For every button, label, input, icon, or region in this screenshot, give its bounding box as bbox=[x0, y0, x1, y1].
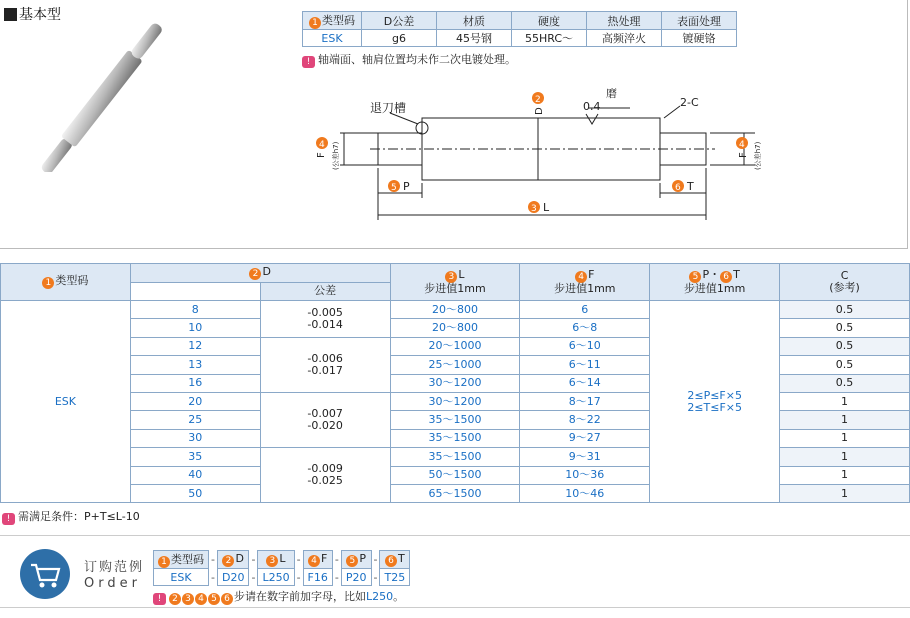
spec-cell-surface: 镀硬铬 bbox=[662, 30, 737, 47]
table-row bbox=[1, 301, 910, 319]
order-note-marker: 5 bbox=[208, 593, 220, 605]
spec-table bbox=[302, 11, 737, 47]
order-sep: - bbox=[296, 553, 301, 566]
cell-d: 8 bbox=[130, 301, 260, 319]
cell-tolerance: -0.005 -0.014 bbox=[260, 301, 390, 338]
main-header-pt: 5 P・ 6 T 步进值1mm bbox=[650, 264, 780, 301]
order-sep: - bbox=[211, 553, 215, 566]
order-value-cell: P20 bbox=[341, 569, 371, 586]
spec-header-material: 材质 bbox=[437, 12, 512, 30]
cell-l: 25～1000 bbox=[390, 356, 520, 374]
order-sep: - bbox=[373, 570, 378, 584]
order-sep: - bbox=[334, 570, 339, 584]
main-header-type: 1 类型码 bbox=[1, 264, 131, 301]
note-order: ! 2 3 4 5 6 步请在数字前加字母，比如L250。 bbox=[153, 588, 404, 605]
main-header-d: 2 D bbox=[130, 264, 390, 283]
note-icon: ! bbox=[153, 593, 166, 605]
cell-f: 9～27 bbox=[520, 429, 650, 447]
spec-cell-dtol: g6 bbox=[362, 30, 437, 47]
cell-d: 13 bbox=[130, 356, 260, 374]
order-header-cell: 3 L bbox=[258, 551, 294, 569]
cell-d: 16 bbox=[130, 374, 260, 392]
cell-d: 30 bbox=[130, 429, 260, 447]
cell-c: 0.5 bbox=[780, 301, 910, 319]
cell-type: ESK bbox=[1, 301, 131, 503]
spec-cell-hardness: 55HRC～ bbox=[512, 30, 587, 47]
order-sep: - bbox=[296, 570, 301, 584]
cell-l: 30～1200 bbox=[390, 374, 520, 392]
cell-d: 10 bbox=[130, 319, 260, 337]
shaft-photo bbox=[18, 22, 188, 172]
note-icon: ! bbox=[2, 513, 15, 525]
cell-d: 12 bbox=[130, 337, 260, 355]
shaft-drawing bbox=[300, 88, 780, 228]
cell-f: 6～14 bbox=[520, 374, 650, 392]
order-header-cell: 1 类型码 bbox=[154, 551, 209, 569]
spec-cell-heat: 高频淬火 bbox=[587, 30, 662, 47]
cell-f: 6～10 bbox=[520, 337, 650, 355]
cell-f: 6～11 bbox=[520, 356, 650, 374]
svg-text:2: 2 bbox=[535, 95, 541, 105]
order-sep: - bbox=[251, 570, 256, 584]
order-title: 订购范例 bbox=[84, 560, 145, 575]
cell-c: 1 bbox=[780, 484, 910, 502]
cell-l: 20～800 bbox=[390, 319, 520, 337]
svg-text:5: 5 bbox=[391, 183, 397, 193]
cell-c: 1 bbox=[780, 429, 910, 447]
cell-f: 6 bbox=[520, 301, 650, 319]
order-table bbox=[153, 550, 410, 586]
svg-text:D: D bbox=[534, 107, 545, 115]
order-note-marker: 2 bbox=[169, 593, 181, 605]
cell-pt-rule: 2≤P≤F×5 2≤T≤F×5 bbox=[650, 301, 780, 503]
svg-text:0.4: 0.4 bbox=[583, 100, 601, 113]
svg-text:(公差h7): (公差h7) bbox=[332, 141, 340, 170]
order-sep: - bbox=[334, 553, 339, 566]
note-icon: ! bbox=[302, 56, 315, 68]
cell-c: 0.5 bbox=[780, 319, 910, 337]
main-header-d-blank bbox=[130, 282, 260, 301]
cell-tolerance: -0.009 -0.025 bbox=[260, 448, 390, 503]
order-header-cell: 6 T bbox=[380, 551, 410, 569]
cell-f: 6～8 bbox=[520, 319, 650, 337]
svg-text:4: 4 bbox=[319, 140, 325, 150]
cart-glyph bbox=[20, 549, 70, 599]
square-bullet-icon bbox=[4, 8, 17, 21]
cell-l: 30～1200 bbox=[390, 392, 520, 410]
svg-text:4: 4 bbox=[739, 140, 745, 150]
cell-d: 40 bbox=[130, 466, 260, 484]
spec-header-dtol: D公差 bbox=[362, 12, 437, 30]
svg-text:T: T bbox=[687, 180, 694, 193]
svg-text:L: L bbox=[543, 201, 550, 214]
spec-header-hardness: 硬度 bbox=[512, 12, 587, 30]
cell-l: 20～800 bbox=[390, 301, 520, 319]
cell-c: 1 bbox=[780, 411, 910, 429]
spec-header-type: 1 类型码 bbox=[303, 12, 362, 30]
cell-f: 10～36 bbox=[520, 466, 650, 484]
svg-text:磨: 磨 bbox=[606, 88, 617, 100]
cart-icon bbox=[20, 549, 70, 599]
main-header-f: 4 F 步进值1mm bbox=[520, 264, 650, 301]
svg-text:F: F bbox=[316, 152, 327, 158]
cell-l: 50～1500 bbox=[390, 466, 520, 484]
order-note-marker: 4 bbox=[195, 593, 207, 605]
order-subtitle: Order bbox=[84, 576, 141, 591]
cell-l: 20～1000 bbox=[390, 337, 520, 355]
cell-f: 8～22 bbox=[520, 411, 650, 429]
svg-text:(公差h7): (公差h7) bbox=[754, 141, 762, 170]
spec-header-heat: 热处理 bbox=[587, 12, 662, 30]
spec-header-surface: 表面处理 bbox=[662, 12, 737, 30]
cell-tolerance: -0.007 -0.020 bbox=[260, 392, 390, 447]
spec-cell-type: ESK bbox=[303, 30, 362, 47]
order-sep: - bbox=[373, 553, 378, 566]
svg-text:3: 3 bbox=[531, 204, 537, 214]
order-note-marker: 3 bbox=[182, 593, 194, 605]
main-spec-table bbox=[0, 263, 910, 503]
order-sep: - bbox=[211, 570, 215, 584]
cell-l: 35～1500 bbox=[390, 429, 520, 447]
cell-l: 35～1500 bbox=[390, 448, 520, 466]
section-title: 基本型 bbox=[4, 4, 61, 24]
svg-text:退刀槽: 退刀槽 bbox=[370, 101, 407, 115]
main-header-l: 3 L 步进值1mm bbox=[390, 264, 520, 301]
svg-text:F: F bbox=[738, 152, 749, 158]
main-header-c: C (参考) bbox=[780, 264, 910, 301]
cell-c: 0.5 bbox=[780, 374, 910, 392]
note-condition: ! 需满足条件：P+T≤L-10 bbox=[2, 508, 140, 525]
cell-d: 50 bbox=[130, 484, 260, 502]
order-value-cell: T25 bbox=[380, 569, 410, 586]
cell-d: 20 bbox=[130, 392, 260, 410]
cell-c: 0.5 bbox=[780, 337, 910, 355]
cell-c: 1 bbox=[780, 448, 910, 466]
note-top: ! 轴端面、轴肩位置均未作二次电镀处理。 bbox=[302, 51, 516, 68]
cell-c: 0.5 bbox=[780, 356, 910, 374]
cell-d: 25 bbox=[130, 411, 260, 429]
order-value-cell: ESK bbox=[154, 569, 209, 586]
svg-text:P: P bbox=[403, 180, 410, 193]
cell-c: 1 bbox=[780, 466, 910, 484]
order-header-cell: 5 P bbox=[341, 551, 371, 569]
cell-c: 1 bbox=[780, 392, 910, 410]
svg-text:6: 6 bbox=[675, 183, 681, 193]
order-sep: - bbox=[251, 553, 256, 566]
svg-text:2-C: 2-C bbox=[680, 96, 699, 109]
order-value-cell: D20 bbox=[217, 569, 248, 586]
order-value-cell: F16 bbox=[303, 569, 332, 586]
cell-f: 8～17 bbox=[520, 392, 650, 410]
cell-l: 65～1500 bbox=[390, 484, 520, 502]
cell-d: 35 bbox=[130, 448, 260, 466]
cell-tolerance: -0.006 -0.017 bbox=[260, 337, 390, 392]
order-value-cell: L250 bbox=[258, 569, 294, 586]
order-note-marker: 6 bbox=[221, 593, 233, 605]
cell-l: 35～1500 bbox=[390, 411, 520, 429]
cell-f: 10～46 bbox=[520, 484, 650, 502]
order-header-cell: 4 F bbox=[303, 551, 332, 569]
cell-f: 9～31 bbox=[520, 448, 650, 466]
main-header-tol: 公差 bbox=[260, 282, 390, 301]
spec-cell-material: 45号钢 bbox=[437, 30, 512, 47]
order-header-cell: 2 D bbox=[217, 551, 248, 569]
